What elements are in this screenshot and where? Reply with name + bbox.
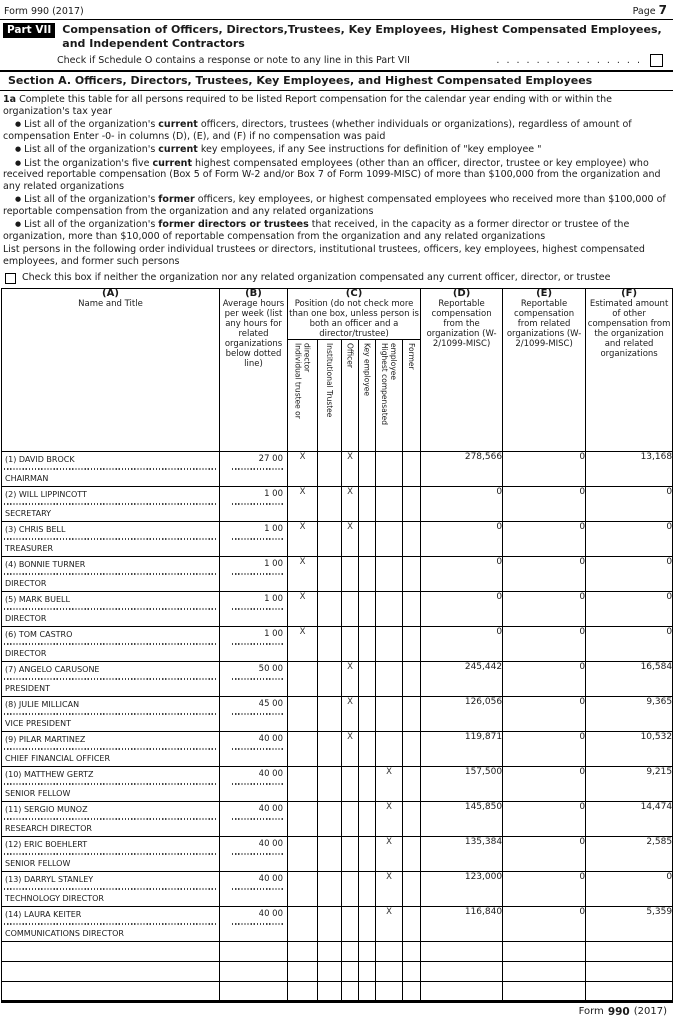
position-check: X (376, 872, 403, 907)
person-name: (11) SERGIO MUNOZ (5, 805, 88, 814)
position-check: X (288, 452, 318, 487)
position-check: X (342, 732, 359, 767)
dotted-separator (232, 468, 284, 470)
position-check (403, 522, 421, 557)
comp-related-value: 0 (503, 557, 586, 592)
person-title: TECHNOLOGY DIRECTOR (5, 894, 104, 903)
hours-cell (220, 802, 288, 837)
position-check (342, 592, 359, 627)
dotted-separator (4, 573, 217, 575)
instruction-bullet: ● List the organization's five current highest compensated employees (other than an officer, director, trustee or key employee) who received reportable compensation (Box 5 of Form W-2 and/or Box 7 of Form 1099-MISC) of more than $100,000 from the organization and any related organizations (3, 157, 661, 192)
person-name: (10) MATTHEW GERTZ (5, 770, 94, 779)
dotted-separator (4, 503, 217, 505)
col-a-header: (A) Name and Title (2, 289, 220, 452)
hours-value: 1 00 (264, 594, 283, 604)
line-1a-number: 1a (3, 94, 17, 105)
comp-org-value: 0 (421, 592, 503, 627)
comp-org-value: 126,056 (421, 697, 503, 732)
hours-value: 1 00 (264, 629, 283, 639)
position-check (403, 592, 421, 627)
comp-other-value: 0 (586, 487, 673, 522)
comp-org-value: 245,442 (421, 662, 503, 697)
dotted-separator (4, 923, 217, 925)
position-check (403, 487, 421, 522)
table-row (2, 732, 673, 767)
position-check (359, 802, 376, 837)
hours-cell (220, 697, 288, 732)
dotted-separator (232, 713, 284, 715)
position-check (318, 662, 342, 697)
line-1a: 1a Complete this table for all persons required to be listed Report compensation for the calendar year ending with or within the organization's tax year (3, 94, 613, 117)
dotted-separator (232, 643, 284, 645)
dot-leader: . . . . . . . . . . . . . . . (496, 55, 642, 66)
name-title-cell (2, 487, 220, 522)
hours-value: 40 00 (258, 874, 283, 884)
position-check (359, 697, 376, 732)
instruction-bullet: ● List all of the organization's current officers, directors, trustees (whether individuals or organizations), regardless of amount of compensation Enter -0- in columns (D), (E), and (F) if no compensation was paid (3, 119, 632, 142)
comp-other-value: 0 (586, 522, 673, 557)
position-check (288, 732, 318, 767)
position-check: X (288, 557, 318, 592)
comp-related-value: 0 (503, 837, 586, 872)
position-check (288, 907, 318, 942)
position-check (318, 522, 342, 557)
position-check: X (342, 452, 359, 487)
position-check (288, 662, 318, 697)
name-title-cell (2, 697, 220, 732)
position-check (403, 767, 421, 802)
comp-related-value: 0 (503, 872, 586, 907)
position-check (376, 522, 403, 557)
comp-org-value: 123,000 (421, 872, 503, 907)
name-title-cell (2, 802, 220, 837)
name-title-cell (2, 767, 220, 802)
position-check (318, 872, 342, 907)
position-check: X (376, 767, 403, 802)
person-title: CHIEF FINANCIAL OFFICER (5, 754, 111, 763)
position-check: X (342, 487, 359, 522)
person-title: RESEARCH DIRECTOR (5, 824, 92, 833)
comp-other-value: 0 (586, 872, 673, 907)
position-check (359, 557, 376, 592)
hours-cell (220, 452, 288, 487)
person-name: (9) PILAR MARTINEZ (5, 735, 86, 744)
comp-other-value: 16,584 (586, 662, 673, 697)
position-check: X (376, 907, 403, 942)
dotted-separator (232, 748, 284, 750)
subcol-individual-trustee: Individual trustee or director (288, 340, 318, 452)
empty-table-row (2, 982, 673, 1002)
name-title-cell (2, 907, 220, 942)
schedule-o-checkbox[interactable] (650, 54, 663, 67)
position-check (318, 487, 342, 522)
position-check (342, 872, 359, 907)
col-b-header: (B) Average hours per week (list any hours for related organizations below dotted line) (220, 289, 288, 452)
position-check (376, 452, 403, 487)
comp-org-value: 0 (421, 557, 503, 592)
position-check (403, 557, 421, 592)
schedule-o-text: Check if Schedule O contains a response or note to any line in this Part VII (57, 55, 410, 66)
position-check: X (342, 662, 359, 697)
position-check (359, 907, 376, 942)
position-check (288, 872, 318, 907)
hours-value: 40 00 (258, 769, 283, 779)
bullet-icon: ● (15, 145, 22, 153)
comp-related-value: 0 (503, 487, 586, 522)
instruction-bullet: ● List all of the organization's current key employees, if any See instructions for definition of "key employee " (15, 144, 542, 155)
comp-other-value: 5,359 (586, 907, 673, 942)
position-check (376, 662, 403, 697)
position-check (318, 592, 342, 627)
person-name: (7) ANGELO CARUSONE (5, 665, 100, 674)
position-check (376, 487, 403, 522)
position-check (403, 872, 421, 907)
position-check: X (288, 487, 318, 522)
name-title-cell (2, 592, 220, 627)
position-check: X (288, 627, 318, 662)
person-name: (4) BONNIE TURNER (5, 560, 86, 569)
position-check (318, 767, 342, 802)
table-row (2, 907, 673, 942)
hours-value: 50 00 (258, 664, 283, 674)
position-check (342, 627, 359, 662)
hours-value: 40 00 (258, 734, 283, 744)
comp-org-value: 116,840 (421, 907, 503, 942)
comp-other-value: 9,365 (586, 697, 673, 732)
position-check (342, 767, 359, 802)
hours-value: 40 00 (258, 839, 283, 849)
table-row (2, 522, 673, 557)
person-title: PRESIDENT (5, 684, 50, 693)
dotted-separator (4, 818, 217, 820)
position-check: X (342, 522, 359, 557)
hours-cell (220, 732, 288, 767)
hours-cell (220, 557, 288, 592)
comp-org-value: 145,850 (421, 802, 503, 837)
empty-table-row (2, 962, 673, 982)
comp-related-value: 0 (503, 592, 586, 627)
comp-org-value: 135,384 (421, 837, 503, 872)
table-row (2, 557, 673, 592)
comp-other-value: 0 (586, 627, 673, 662)
person-name: (13) DARRYL STANLEY (5, 875, 94, 884)
table-row (2, 697, 673, 732)
hours-value: 27 00 (258, 454, 283, 464)
person-name: (12) ERIC BOEHLERT (5, 840, 88, 849)
comp-other-value: 10,532 (586, 732, 673, 767)
subcol-officer: Officer (342, 340, 359, 452)
order-note: List persons in the following order individual trustees or directors, institutional trustees, officers, key employees, highest compensated employees, and former such persons (3, 244, 645, 267)
part-vii-header (0, 20, 673, 50)
comp-org-value: 278,566 (421, 452, 503, 487)
position-check (403, 697, 421, 732)
person-title: COMMUNICATIONS DIRECTOR (5, 929, 124, 938)
dotted-separator (232, 678, 284, 680)
name-title-cell (2, 662, 220, 697)
dotted-separator (4, 468, 217, 470)
name-title-cell (2, 732, 220, 767)
position-check (403, 627, 421, 662)
comp-org-value: 157,500 (421, 767, 503, 802)
subcol-highest-compensated: Highest compensated employee (376, 340, 403, 452)
hours-cell (220, 522, 288, 557)
table-row (2, 802, 673, 837)
position-check (288, 767, 318, 802)
person-title: DIRECTOR (5, 614, 47, 623)
position-check (318, 732, 342, 767)
empty-table-row (2, 942, 673, 962)
position-check (318, 802, 342, 837)
col-c-header: (C) Position (do not check more than one box, unless person is both an officer and a director/trustee) (289, 288, 419, 339)
hours-cell (220, 592, 288, 627)
no-compensation-text: Check this box if neither the organization nor any related organization compensated any current officer, director, or trustee (22, 272, 611, 283)
comp-related-value: 0 (503, 732, 586, 767)
comp-other-value: 2,585 (586, 837, 673, 872)
comp-org-value: 0 (421, 487, 503, 522)
position-check (318, 627, 342, 662)
position-check (288, 697, 318, 732)
position-check: X (342, 697, 359, 732)
compensation-table (1, 288, 673, 1003)
person-name: (5) MARK BUELL (5, 595, 70, 604)
person-name: (8) JULIE MILLICAN (5, 700, 80, 709)
dotted-separator (232, 818, 284, 820)
dotted-separator (4, 538, 217, 540)
person-title: SECRETARY (5, 509, 52, 518)
comp-related-value: 0 (503, 802, 586, 837)
name-title-cell (2, 627, 220, 662)
no-compensation-line (5, 272, 667, 284)
comp-related-value: 0 (503, 907, 586, 942)
dotted-separator (4, 853, 217, 855)
table-row (2, 662, 673, 697)
dotted-separator (232, 503, 284, 505)
table-row (2, 592, 673, 627)
section-a-title: Section A. Officers, Directors, Trustees, Key Employees, and Highest Compensated Employees (0, 70, 673, 91)
part-vii-title: Compensation of Officers, Directors,Trustees, Key Employees, Highest Compensated Employees, and Independent Contractors (62, 23, 662, 50)
name-title-cell (2, 557, 220, 592)
position-check: X (288, 592, 318, 627)
position-check (359, 662, 376, 697)
dotted-separator (4, 748, 217, 750)
subcol-former: Former (403, 340, 421, 452)
dotted-separator (232, 608, 284, 610)
position-check (403, 802, 421, 837)
position-check (376, 627, 403, 662)
comp-related-value: 0 (503, 697, 586, 732)
table-body (2, 452, 673, 1002)
person-title: SENIOR FELLOW (5, 789, 71, 798)
bullet-icon: ● (15, 158, 22, 167)
position-check (318, 907, 342, 942)
comp-related-value: 0 (503, 452, 586, 487)
dotted-separator (232, 573, 284, 575)
person-title: DIRECTOR (5, 649, 47, 658)
page-top-bar (0, 0, 673, 20)
position-check (342, 907, 359, 942)
table-row (2, 627, 673, 662)
person-title: SENIOR FELLOW (5, 859, 71, 868)
position-check: X (376, 802, 403, 837)
col-e-header: (E) Reportable compensation from related organizations (W- 2/1099-MISC) (503, 289, 586, 452)
position-check (359, 487, 376, 522)
dotted-separator (4, 678, 217, 680)
dotted-separator (232, 538, 284, 540)
hours-cell (220, 662, 288, 697)
hours-cell (220, 837, 288, 872)
comp-related-value: 0 (503, 662, 586, 697)
dotted-separator (4, 888, 217, 890)
person-title: TREASURER (5, 544, 54, 553)
position-check (359, 767, 376, 802)
hours-value: 1 00 (264, 559, 283, 569)
position-check (318, 837, 342, 872)
person-name: (14) LAURA KEITER (5, 910, 82, 919)
comp-other-value: 9,215 (586, 767, 673, 802)
comp-other-value: 13,168 (586, 452, 673, 487)
position-check (376, 697, 403, 732)
name-title-cell (2, 872, 220, 907)
bullet-icon: ● (15, 220, 22, 228)
position-check (342, 802, 359, 837)
dotted-separator (232, 923, 284, 925)
dotted-separator (232, 853, 284, 855)
comp-related-value: 0 (503, 767, 586, 802)
position-check (376, 557, 403, 592)
bullet-icon: ● (15, 120, 22, 128)
subcol-institutional-trustee: Institutional Trustee (318, 340, 342, 452)
hours-value: 45 00 (258, 699, 283, 709)
name-title-cell (2, 522, 220, 557)
position-check (359, 732, 376, 767)
comp-related-value: 0 (503, 522, 586, 557)
comp-other-value: 0 (586, 592, 673, 627)
schedule-o-line (57, 54, 663, 67)
position-check (288, 837, 318, 872)
position-check (359, 452, 376, 487)
position-check (359, 627, 376, 662)
hours-value: 1 00 (264, 489, 283, 499)
position-check (318, 452, 342, 487)
name-title-cell (2, 837, 220, 872)
page-indicator: Page 7 (632, 3, 667, 17)
position-check (403, 837, 421, 872)
dotted-separator (4, 608, 217, 610)
position-check (318, 697, 342, 732)
dotted-separator (232, 888, 284, 890)
person-name: (2) WILL LIPPINCOTT (5, 490, 87, 499)
bullet-icon: ● (15, 195, 22, 203)
subcol-key-employee: Key employee (359, 340, 376, 452)
hours-cell (220, 907, 288, 942)
position-check (318, 557, 342, 592)
table-row (2, 872, 673, 907)
name-title-cell (2, 452, 220, 487)
position-check (288, 802, 318, 837)
person-title: CHAIRMAN (5, 474, 49, 483)
position-check (403, 907, 421, 942)
hours-cell (220, 767, 288, 802)
page-number: 7 (658, 3, 667, 17)
hours-cell (220, 627, 288, 662)
position-check (342, 837, 359, 872)
comp-other-value: 14,474 (586, 802, 673, 837)
person-name: (6) TOM CASTRO (5, 630, 73, 639)
position-check (403, 452, 421, 487)
col-f-header: (F) Estimated amount of other compensation from the organization and related organizations (586, 289, 673, 452)
table-row (2, 487, 673, 522)
dotted-separator (232, 783, 284, 785)
position-check (359, 522, 376, 557)
comp-org-value: 0 (421, 627, 503, 662)
table-row (2, 837, 673, 872)
hours-cell (220, 487, 288, 522)
hours-value: 40 00 (258, 804, 283, 814)
position-check (403, 732, 421, 767)
dotted-separator (4, 783, 217, 785)
position-check (376, 592, 403, 627)
col-d-header: (D) Reportable compensation from the organization (W- 2/1099-MISC) (421, 289, 503, 452)
position-check: X (288, 522, 318, 557)
table-row (2, 452, 673, 487)
page-footer: Form 990 (2017) (578, 1006, 667, 1018)
no-compensation-checkbox[interactable] (5, 273, 16, 284)
part-vii-badge: Part VII (3, 23, 55, 38)
person-title: VICE PRESIDENT (5, 719, 71, 728)
instructions-block (0, 91, 673, 284)
hours-value: 40 00 (258, 909, 283, 919)
comp-org-value: 119,871 (421, 732, 503, 767)
person-name: (1) DAVID BROCK (5, 455, 75, 464)
hours-cell (220, 872, 288, 907)
table-row (2, 767, 673, 802)
position-check (359, 872, 376, 907)
instruction-bullet: ● List all of the organization's former officers, key employees, or highest compensated employees who received more than $100,000 of reportable compensation from the organization and any related organizations (3, 194, 666, 217)
position-check (359, 592, 376, 627)
position-check (342, 557, 359, 592)
form-id-label: Form 990 (2017) (4, 6, 84, 17)
position-check (403, 662, 421, 697)
person-title: DIRECTOR (5, 579, 47, 588)
person-name: (3) CHRIS BELL (5, 525, 66, 534)
dotted-separator (4, 643, 217, 645)
hours-value: 1 00 (264, 524, 283, 534)
instruction-bullet: ● List all of the organization's former directors or trustees that received, in the capacity as a former director or trustee of the organization, more than $10,000 of reportable compensation from the organization and any related organizations (3, 219, 630, 242)
position-check: X (376, 837, 403, 872)
position-check (376, 732, 403, 767)
position-check (359, 837, 376, 872)
comp-org-value: 0 (421, 522, 503, 557)
comp-other-value: 0 (586, 557, 673, 592)
dotted-separator (4, 713, 217, 715)
comp-related-value: 0 (503, 627, 586, 662)
